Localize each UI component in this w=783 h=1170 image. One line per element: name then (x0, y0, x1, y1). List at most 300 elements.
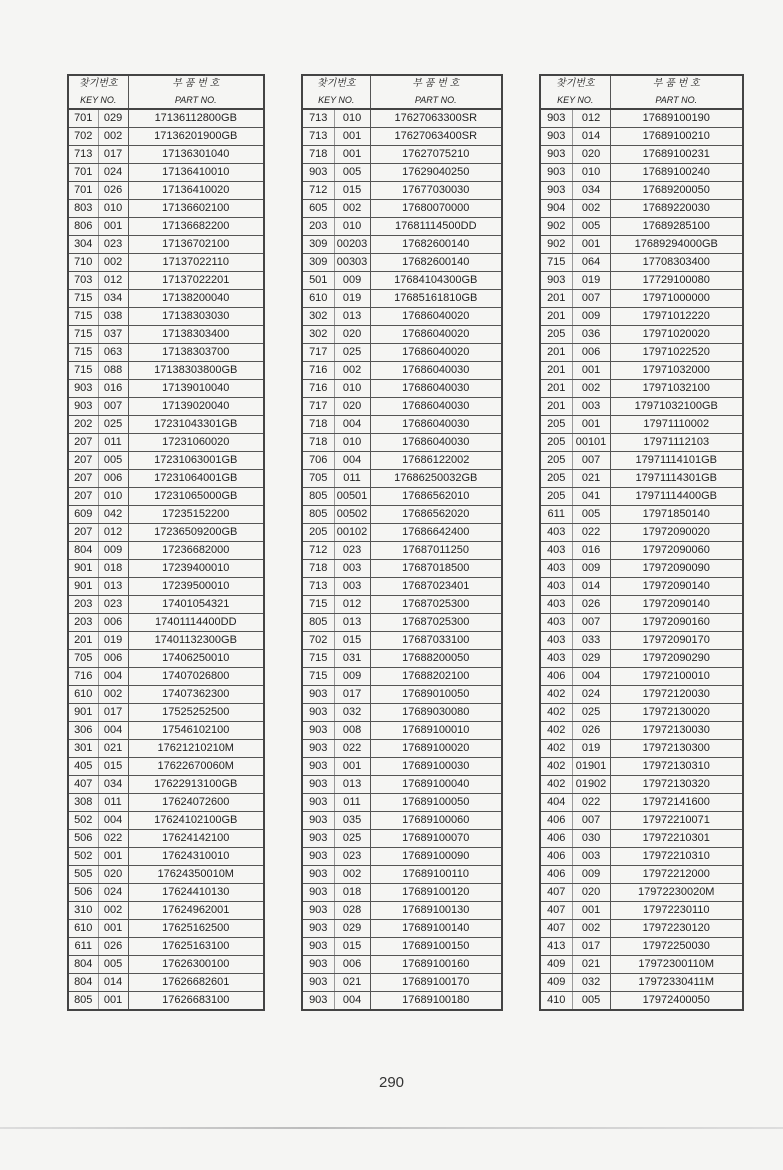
table-row (540, 920, 743, 938)
key-no-header-en: KEY NO. (540, 92, 610, 109)
table-row (68, 470, 264, 488)
key-group-cell: 805 (302, 488, 334, 506)
key-sub-cell: 021 (334, 974, 370, 992)
part-number-cell: 17407362300 (128, 686, 264, 704)
key-sub-cell: 022 (572, 794, 610, 812)
key-sub-cell: 032 (334, 704, 370, 722)
key-sub-cell: 018 (98, 560, 128, 578)
table-row (302, 254, 502, 272)
key-sub-cell: 010 (334, 380, 370, 398)
table-row (540, 722, 743, 740)
table-row (302, 434, 502, 452)
part-number-cell: 17139020040 (128, 398, 264, 416)
key-group-cell: 407 (540, 920, 572, 938)
key-group-cell: 805 (302, 506, 334, 524)
table-row (302, 308, 502, 326)
key-group-cell: 903 (302, 992, 334, 1011)
part-number-cell: 17972212000 (610, 866, 743, 884)
table-row (540, 974, 743, 992)
table-row (302, 362, 502, 380)
key-group-cell: 804 (68, 974, 98, 992)
key-sub-cell: 022 (572, 524, 610, 542)
table-row (68, 884, 264, 902)
part-number-cell: 17971022520 (610, 344, 743, 362)
part-number-cell: 17972130310 (610, 758, 743, 776)
part-number-cell: 17231043301GB (128, 416, 264, 434)
part-number-cell: 17138303400 (128, 326, 264, 344)
part-number-cell: 17686040020 (370, 326, 502, 344)
part-number-cell: 17972130300 (610, 740, 743, 758)
table-row (540, 776, 743, 794)
part-number-cell: 17972100010 (610, 668, 743, 686)
table-row (302, 776, 502, 794)
key-group-cell: 306 (68, 722, 98, 740)
part-number-cell: 17682600140 (370, 254, 502, 272)
table-row (302, 920, 502, 938)
part-number-cell: 17972090170 (610, 632, 743, 650)
key-group-cell: 207 (68, 434, 98, 452)
key-sub-cell: 014 (572, 128, 610, 146)
key-sub-cell: 020 (334, 398, 370, 416)
key-group-cell: 716 (68, 668, 98, 686)
part-number-cell: 17972090090 (610, 560, 743, 578)
table-row (68, 614, 264, 632)
table-row (540, 686, 743, 704)
part-number-cell: 17971114400GB (610, 488, 743, 506)
table-row (540, 362, 743, 380)
key-sub-cell: 023 (334, 542, 370, 560)
key-group-cell: 403 (540, 614, 572, 632)
key-group-cell: 410 (540, 992, 572, 1011)
key-sub-cell: 007 (572, 290, 610, 308)
key-group-cell: 404 (540, 794, 572, 812)
key-sub-cell: 002 (98, 128, 128, 146)
key-sub-cell: 013 (334, 308, 370, 326)
table-row (540, 236, 743, 254)
table-row (302, 560, 502, 578)
key-sub-cell: 063 (98, 344, 128, 362)
part-number-cell: 17627063400SR (370, 128, 502, 146)
table-row (68, 272, 264, 290)
key-sub-cell: 001 (98, 920, 128, 938)
part-number-cell: 17239400010 (128, 560, 264, 578)
table-row (302, 848, 502, 866)
key-no-header-ko: 찾기번호 (68, 75, 128, 92)
table-row (68, 182, 264, 200)
key-group-cell: 402 (540, 704, 572, 722)
part-number-cell: 17622913100GB (128, 776, 264, 794)
key-sub-cell: 011 (98, 434, 128, 452)
key-group-cell: 903 (540, 182, 572, 200)
key-group-cell: 716 (302, 380, 334, 398)
key-sub-cell: 009 (334, 668, 370, 686)
key-sub-cell: 002 (98, 902, 128, 920)
key-group-cell: 715 (302, 668, 334, 686)
part-number-cell: 17626300100 (128, 956, 264, 974)
table-row (68, 416, 264, 434)
part-no-header-en: PART NO. (370, 92, 502, 109)
part-number-cell: 17629040250 (370, 164, 502, 182)
part-number-cell: 17624410130 (128, 884, 264, 902)
key-group-cell: 901 (68, 578, 98, 596)
table-row (68, 109, 264, 128)
key-sub-cell: 035 (334, 812, 370, 830)
part-number-cell: 17687025300 (370, 596, 502, 614)
table-row (302, 452, 502, 470)
key-sub-cell: 004 (334, 416, 370, 434)
key-group-cell: 715 (68, 344, 98, 362)
part-number-cell: 17972330411M (610, 974, 743, 992)
key-sub-cell: 005 (572, 992, 610, 1011)
key-group-cell: 203 (68, 614, 98, 632)
part-number-cell: 17688200050 (370, 650, 502, 668)
key-group-cell: 715 (302, 650, 334, 668)
table-row (302, 902, 502, 920)
table-row (302, 740, 502, 758)
key-group-cell: 718 (302, 416, 334, 434)
key-group-cell: 406 (540, 866, 572, 884)
table-row (540, 164, 743, 182)
key-group-cell: 402 (540, 686, 572, 704)
table-row (540, 578, 743, 596)
key-group-cell: 715 (68, 326, 98, 344)
key-group-cell: 201 (68, 632, 98, 650)
part-number-cell: 17689100160 (370, 956, 502, 974)
key-sub-cell: 012 (334, 596, 370, 614)
key-group-cell: 718 (302, 434, 334, 452)
table-row (540, 704, 743, 722)
key-group-cell: 501 (302, 272, 334, 290)
part-number-cell: 17689100210 (610, 128, 743, 146)
key-group-cell: 409 (540, 974, 572, 992)
table-row (68, 812, 264, 830)
key-sub-cell: 034 (98, 290, 128, 308)
part-number-cell: 17686250032GB (370, 470, 502, 488)
part-number-cell: 17136682200 (128, 218, 264, 236)
key-group-cell: 505 (68, 866, 98, 884)
table-row (302, 128, 502, 146)
table-row (68, 758, 264, 776)
part-number-cell: 17689100020 (370, 740, 502, 758)
key-group-cell: 502 (68, 812, 98, 830)
key-sub-cell: 013 (334, 614, 370, 632)
key-sub-cell: 019 (334, 290, 370, 308)
key-group-cell: 901 (68, 560, 98, 578)
key-group-cell: 405 (68, 758, 98, 776)
key-sub-cell: 020 (572, 884, 610, 902)
table-row (68, 398, 264, 416)
key-group-cell: 903 (302, 812, 334, 830)
key-sub-cell: 003 (334, 560, 370, 578)
table-row (302, 632, 502, 650)
key-sub-cell: 001 (334, 128, 370, 146)
table-row (302, 614, 502, 632)
part-number-cell: 17138303030 (128, 308, 264, 326)
part-number-cell: 17729100080 (610, 272, 743, 290)
key-sub-cell: 010 (334, 218, 370, 236)
table-row (68, 542, 264, 560)
key-sub-cell: 011 (334, 470, 370, 488)
table-row (540, 848, 743, 866)
key-sub-cell: 001 (572, 416, 610, 434)
part-number-cell: 17137022110 (128, 254, 264, 272)
key-sub-cell: 007 (572, 812, 610, 830)
key-group-cell: 207 (68, 470, 98, 488)
table-row (540, 614, 743, 632)
part-number-cell: 17625162500 (128, 920, 264, 938)
key-group-cell: 903 (302, 884, 334, 902)
key-group-cell: 203 (68, 596, 98, 614)
part-number-cell: 17689010050 (370, 686, 502, 704)
part-no-header-ko: 부 품 번 호 (128, 75, 264, 92)
key-sub-cell: 017 (98, 704, 128, 722)
part-number-cell: 17689100180 (370, 992, 502, 1011)
part-no-header-en: PART NO. (610, 92, 743, 109)
key-group-cell: 903 (302, 740, 334, 758)
key-group-cell: 717 (302, 398, 334, 416)
part-number-cell: 17138200040 (128, 290, 264, 308)
table-row (540, 506, 743, 524)
part-number-cell: 17971032100 (610, 380, 743, 398)
key-group-cell: 713 (302, 128, 334, 146)
key-group-cell: 205 (302, 524, 334, 542)
table-row (302, 938, 502, 956)
key-sub-cell: 007 (572, 452, 610, 470)
table-row (68, 722, 264, 740)
table-row (540, 182, 743, 200)
key-group-cell: 402 (540, 758, 572, 776)
key-sub-cell: 029 (334, 920, 370, 938)
table-row (302, 524, 502, 542)
key-sub-cell: 007 (572, 614, 610, 632)
table-row (68, 866, 264, 884)
key-sub-cell: 019 (572, 740, 610, 758)
key-sub-cell: 002 (572, 920, 610, 938)
key-group-cell: 302 (302, 308, 334, 326)
part-number-cell: 17231065000GB (128, 488, 264, 506)
part-number-cell: 17624072600 (128, 794, 264, 812)
key-sub-cell: 015 (334, 182, 370, 200)
key-sub-cell: 005 (572, 218, 610, 236)
part-number-cell: 17136602100 (128, 200, 264, 218)
key-group-cell: 903 (302, 902, 334, 920)
part-number-cell: 17972210301 (610, 830, 743, 848)
table-row (68, 632, 264, 650)
key-sub-cell: 042 (98, 506, 128, 524)
table-row (68, 290, 264, 308)
key-group-cell: 715 (68, 362, 98, 380)
part-number-cell: 17971110002 (610, 416, 743, 434)
key-group-cell: 805 (68, 992, 98, 1011)
table-row (68, 848, 264, 866)
key-sub-cell: 007 (98, 398, 128, 416)
table-row (302, 470, 502, 488)
key-group-cell: 903 (302, 164, 334, 182)
key-group-cell: 207 (68, 452, 98, 470)
part-number-cell: 17689100070 (370, 830, 502, 848)
part-number-cell: 17138303800GB (128, 362, 264, 380)
key-group-cell: 407 (68, 776, 98, 794)
part-number-cell: 17689294000GB (610, 236, 743, 254)
key-sub-cell: 013 (98, 578, 128, 596)
key-sub-cell: 01902 (572, 776, 610, 794)
key-group-cell: 903 (68, 380, 98, 398)
part-number-cell: 17685161810GB (370, 290, 502, 308)
part-number-cell: 17138303700 (128, 344, 264, 362)
part-number-cell: 17624962001 (128, 902, 264, 920)
table-row (540, 218, 743, 236)
part-number-cell: 17972210310 (610, 848, 743, 866)
key-group-cell: 201 (540, 362, 572, 380)
part-number-cell: 17136410020 (128, 182, 264, 200)
table-row (302, 686, 502, 704)
table-row (68, 974, 264, 992)
table-row (302, 416, 502, 434)
table-row (540, 398, 743, 416)
part-number-cell: 17686122002 (370, 452, 502, 470)
table-row (68, 362, 264, 380)
key-group-cell: 701 (68, 164, 98, 182)
table-row (68, 380, 264, 398)
key-sub-cell: 009 (572, 866, 610, 884)
part-number-cell: 17689200050 (610, 182, 743, 200)
key-group-cell: 903 (302, 866, 334, 884)
key-group-cell: 403 (540, 596, 572, 614)
key-sub-cell: 014 (98, 974, 128, 992)
table-row (540, 254, 743, 272)
part-number-cell: 17231060020 (128, 434, 264, 452)
key-group-cell: 702 (302, 632, 334, 650)
table-row (540, 416, 743, 434)
key-group-cell: 716 (302, 362, 334, 380)
table-row (68, 344, 264, 362)
part-number-cell: 17689100060 (370, 812, 502, 830)
key-sub-cell: 006 (98, 650, 128, 668)
key-sub-cell: 016 (98, 380, 128, 398)
part-number-cell: 17624102100GB (128, 812, 264, 830)
part-number-cell: 17972230020M (610, 884, 743, 902)
key-sub-cell: 002 (98, 686, 128, 704)
table-row (540, 884, 743, 902)
key-sub-cell: 006 (98, 470, 128, 488)
key-group-cell: 406 (540, 812, 572, 830)
table-row (540, 380, 743, 398)
key-sub-cell: 010 (334, 434, 370, 452)
part-number-cell: 17525252500 (128, 704, 264, 722)
key-sub-cell: 034 (572, 182, 610, 200)
part-number-cell: 17972130320 (610, 776, 743, 794)
key-sub-cell: 038 (98, 308, 128, 326)
table-row (540, 956, 743, 974)
key-group-cell: 713 (68, 146, 98, 164)
part-number-cell: 17686040030 (370, 398, 502, 416)
key-sub-cell: 009 (572, 560, 610, 578)
key-sub-cell: 028 (334, 902, 370, 920)
key-group-cell: 201 (540, 308, 572, 326)
key-group-cell: 201 (540, 380, 572, 398)
table-row (68, 326, 264, 344)
key-sub-cell: 012 (98, 524, 128, 542)
key-sub-cell: 025 (334, 344, 370, 362)
key-group-cell: 903 (302, 794, 334, 812)
key-group-cell: 705 (302, 470, 334, 488)
part-number-cell: 17687018500 (370, 560, 502, 578)
key-group-cell: 301 (68, 740, 98, 758)
key-group-cell: 904 (540, 200, 572, 218)
key-group-cell: 903 (302, 704, 334, 722)
key-sub-cell: 017 (572, 938, 610, 956)
table-row (68, 578, 264, 596)
table-row (68, 938, 264, 956)
part-number-cell: 17236682000 (128, 542, 264, 560)
part-number-cell: 17687011250 (370, 542, 502, 560)
key-sub-cell: 002 (98, 254, 128, 272)
key-sub-cell: 005 (334, 164, 370, 182)
key-no-header-ko: 찾기번호 (540, 75, 610, 92)
part-number-cell: 17689100030 (370, 758, 502, 776)
key-sub-cell: 013 (334, 776, 370, 794)
key-sub-cell: 001 (572, 362, 610, 380)
table-row (540, 542, 743, 560)
part-number-cell: 17971112103 (610, 434, 743, 452)
key-sub-cell: 00101 (572, 434, 610, 452)
key-group-cell: 403 (540, 560, 572, 578)
table-row (302, 830, 502, 848)
part-no-header-ko: 부 품 번 호 (370, 75, 502, 92)
key-no-header-en: KEY NO. (302, 92, 370, 109)
key-sub-cell: 017 (98, 146, 128, 164)
table-row (540, 452, 743, 470)
key-group-cell: 403 (540, 632, 572, 650)
table-row (68, 650, 264, 668)
key-sub-cell: 009 (98, 542, 128, 560)
key-group-cell: 903 (302, 758, 334, 776)
part-number-cell: 17972300110M (610, 956, 743, 974)
key-sub-cell: 002 (334, 866, 370, 884)
key-group-cell: 406 (540, 668, 572, 686)
table-row (68, 164, 264, 182)
key-sub-cell: 024 (98, 884, 128, 902)
part-number-cell: 17689100190 (610, 109, 743, 128)
page-number: 290 (378, 1074, 405, 1091)
key-group-cell: 308 (68, 794, 98, 812)
key-sub-cell: 026 (572, 722, 610, 740)
key-sub-cell: 026 (98, 938, 128, 956)
table-row (68, 704, 264, 722)
key-group-cell: 902 (540, 236, 572, 254)
table-row (68, 488, 264, 506)
key-sub-cell: 025 (572, 704, 610, 722)
table-row (302, 182, 502, 200)
part-number-cell: 17624350010M (128, 866, 264, 884)
table-row (540, 668, 743, 686)
key-group-cell: 407 (540, 884, 572, 902)
key-group-cell: 713 (302, 109, 334, 128)
key-sub-cell: 003 (572, 848, 610, 866)
key-group-cell: 803 (68, 200, 98, 218)
table-row (68, 254, 264, 272)
key-sub-cell: 011 (334, 794, 370, 812)
key-sub-cell: 004 (98, 812, 128, 830)
table-row (540, 758, 743, 776)
part-number-cell: 17686642400 (370, 524, 502, 542)
key-sub-cell: 022 (334, 740, 370, 758)
part-number-cell: 17687025300 (370, 614, 502, 632)
key-sub-cell: 004 (334, 452, 370, 470)
key-sub-cell: 010 (98, 488, 128, 506)
key-group-cell: 712 (302, 542, 334, 560)
key-group-cell: 804 (68, 956, 98, 974)
